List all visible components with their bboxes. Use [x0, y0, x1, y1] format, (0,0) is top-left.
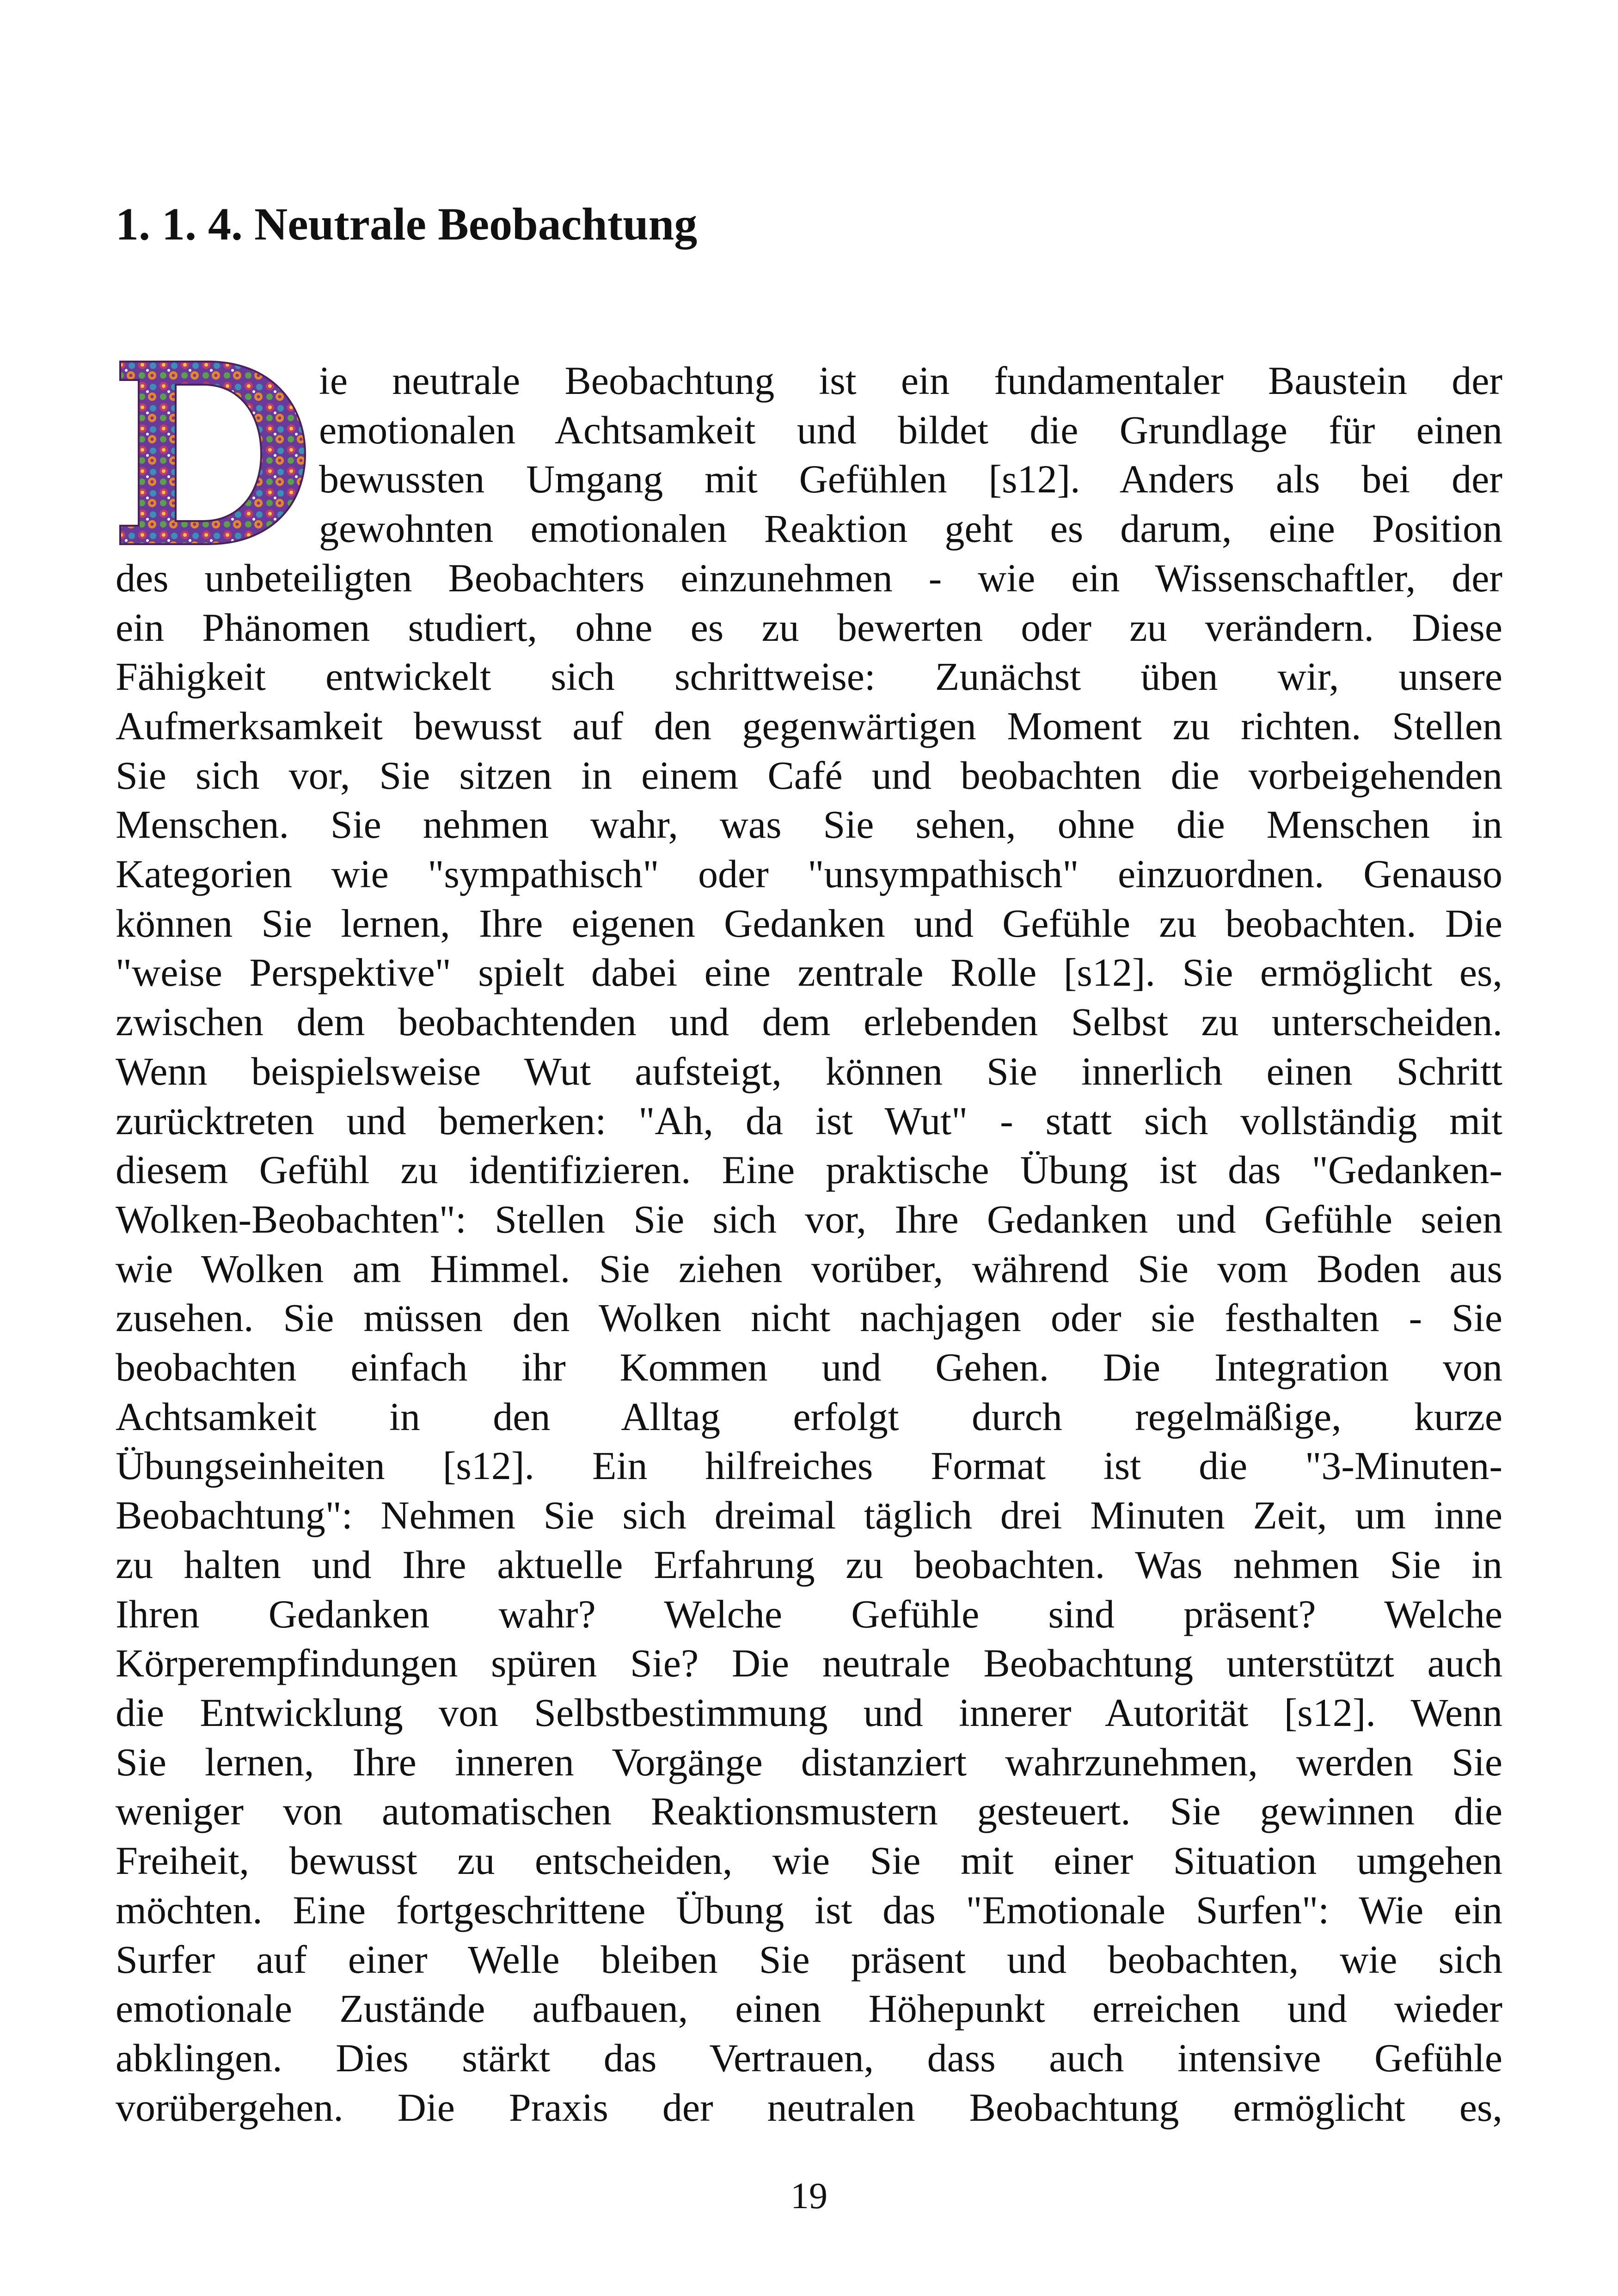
section-heading: 1. 1. 4. Neutrale Beobachtung: [116, 198, 698, 250]
text-line: zusehen. Sie müssen den Wolken nicht nachjagen oder sie festhalten - Sie: [116, 1295, 1502, 1340]
text-line: abklingen. Dies stärkt das Vertrauen, dass auch intensive Gefühle: [116, 2035, 1502, 2080]
text-line: gewohnten emotionalen Reaktion geht es darum, eine Position: [319, 506, 1502, 551]
text-line: bewussten Umgang mit Gefühlen [s12]. Anders als bei der: [319, 457, 1502, 502]
text-line: ie neutrale Beobachtung ist ein fundamentaler Baustein der: [319, 358, 1502, 403]
text-line: emotionalen Achtsamkeit und bildet die Grundlage für einen: [319, 407, 1502, 452]
text-line: beobachten einfach ihr Kommen und Gehen. Die Integration von: [116, 1345, 1502, 1390]
text-line: weniger von automatischen Reaktionsmustern gesteuert. Sie gewinnen die: [116, 1789, 1502, 1834]
text-line: zu halten und Ihre aktuelle Erfahrung zu beobachten. Was nehmen Sie in: [116, 1542, 1502, 1587]
text-line: wie Wolken am Himmel. Sie ziehen vorüber, während Sie vom Boden aus: [116, 1246, 1502, 1291]
text-line: Körperempfindungen spüren Sie? Die neutrale Beobachtung unterstützt auch: [116, 1641, 1502, 1686]
text-line: zwischen dem beobachtenden und dem erlebenden Selbst zu unterscheiden.: [116, 1000, 1502, 1044]
text-line: zurücktreten und bemerken: "Ah, da ist Wut" - statt sich vollständig mit: [116, 1098, 1502, 1143]
text-line: Aufmerksamkeit bewusst auf den gegenwärtigen Moment zu richten. Stellen: [116, 703, 1502, 748]
text-line: Freiheit, bewusst zu entscheiden, wie Sie mit einer Situation umgehen: [116, 1838, 1502, 1883]
text-line: "weise Perspektive" spielt dabei eine zentrale Rolle [s12]. Sie ermöglicht es,: [116, 950, 1502, 995]
text-line: des unbeteiligten Beobachters einzunehmen - wie ein Wissenschaftler, der: [116, 555, 1502, 600]
text-line: können Sie lernen, Ihre eigenen Gedanken und Gefühle zu beobachten. Die: [116, 901, 1502, 945]
page-number: 19: [791, 2176, 827, 2216]
body-paragraph: [116, 356, 1502, 2132]
text-line: Sie lernen, Ihre inneren Vorgänge distanziert wahrzunehmen, werden Sie: [116, 1739, 1502, 1784]
text-line: Fähigkeit entwickelt sich schrittweise: Zunächst üben wir, unsere: [116, 654, 1502, 699]
text-line: Wolken-Beobachten": Stellen Sie sich vor, Ihre Gedanken und Gefühle seien: [116, 1197, 1502, 1241]
text-line: Beobachtung": Nehmen Sie sich dreimal täglich drei Minuten Zeit, um inne: [116, 1493, 1502, 1538]
text-line: Achtsamkeit in den Alltag erfolgt durch regelmäßige, kurze: [116, 1394, 1502, 1439]
text-line: Wenn beispielsweise Wut aufsteigt, können Sie innerlich einen Schritt: [116, 1049, 1502, 1093]
text-line: Ihren Gedanken wahr? Welche Gefühle sind präsent? Welche: [116, 1591, 1502, 1636]
text-line: möchten. Eine fortgeschrittene Übung ist das "Emotionale Surfen": Wie ein: [116, 1887, 1502, 1932]
text-line: Surfer auf einer Welle bleiben Sie präsent und beobachten, wie sich: [116, 1937, 1502, 1982]
text-line: Menschen. Sie nehmen wahr, was Sie sehen, ohne die Menschen in: [116, 802, 1502, 847]
text-line: Sie sich vor, Sie sitzen in einem Café und beobachten die vorbeigehenden: [116, 753, 1502, 798]
text-line: emotionale Zustände aufbauen, einen Höhepunkt erreichen und wieder: [116, 1986, 1502, 2031]
text-line: diesem Gefühl zu identifizieren. Eine praktische Übung ist das "Gedanken-: [116, 1148, 1502, 1192]
text-line: die Entwicklung von Selbstbestimmung und innerer Autorität [s12]. Wenn: [116, 1690, 1502, 1735]
text-line: Kategorien wie "sympathisch" oder "unsympathisch" einzuordnen. Genauso: [116, 852, 1502, 896]
text-line: ein Phänomen studiert, ohne es zu bewerten oder zu verändern. Diese: [116, 605, 1502, 650]
text-line: vorübergehen. Die Praxis der neutralen Beobachtung ermöglicht es,: [116, 2085, 1502, 2130]
text-line: Übungseinheiten [s12]. Ein hilfreiches Format ist die "3-Minuten-: [116, 1443, 1502, 1488]
